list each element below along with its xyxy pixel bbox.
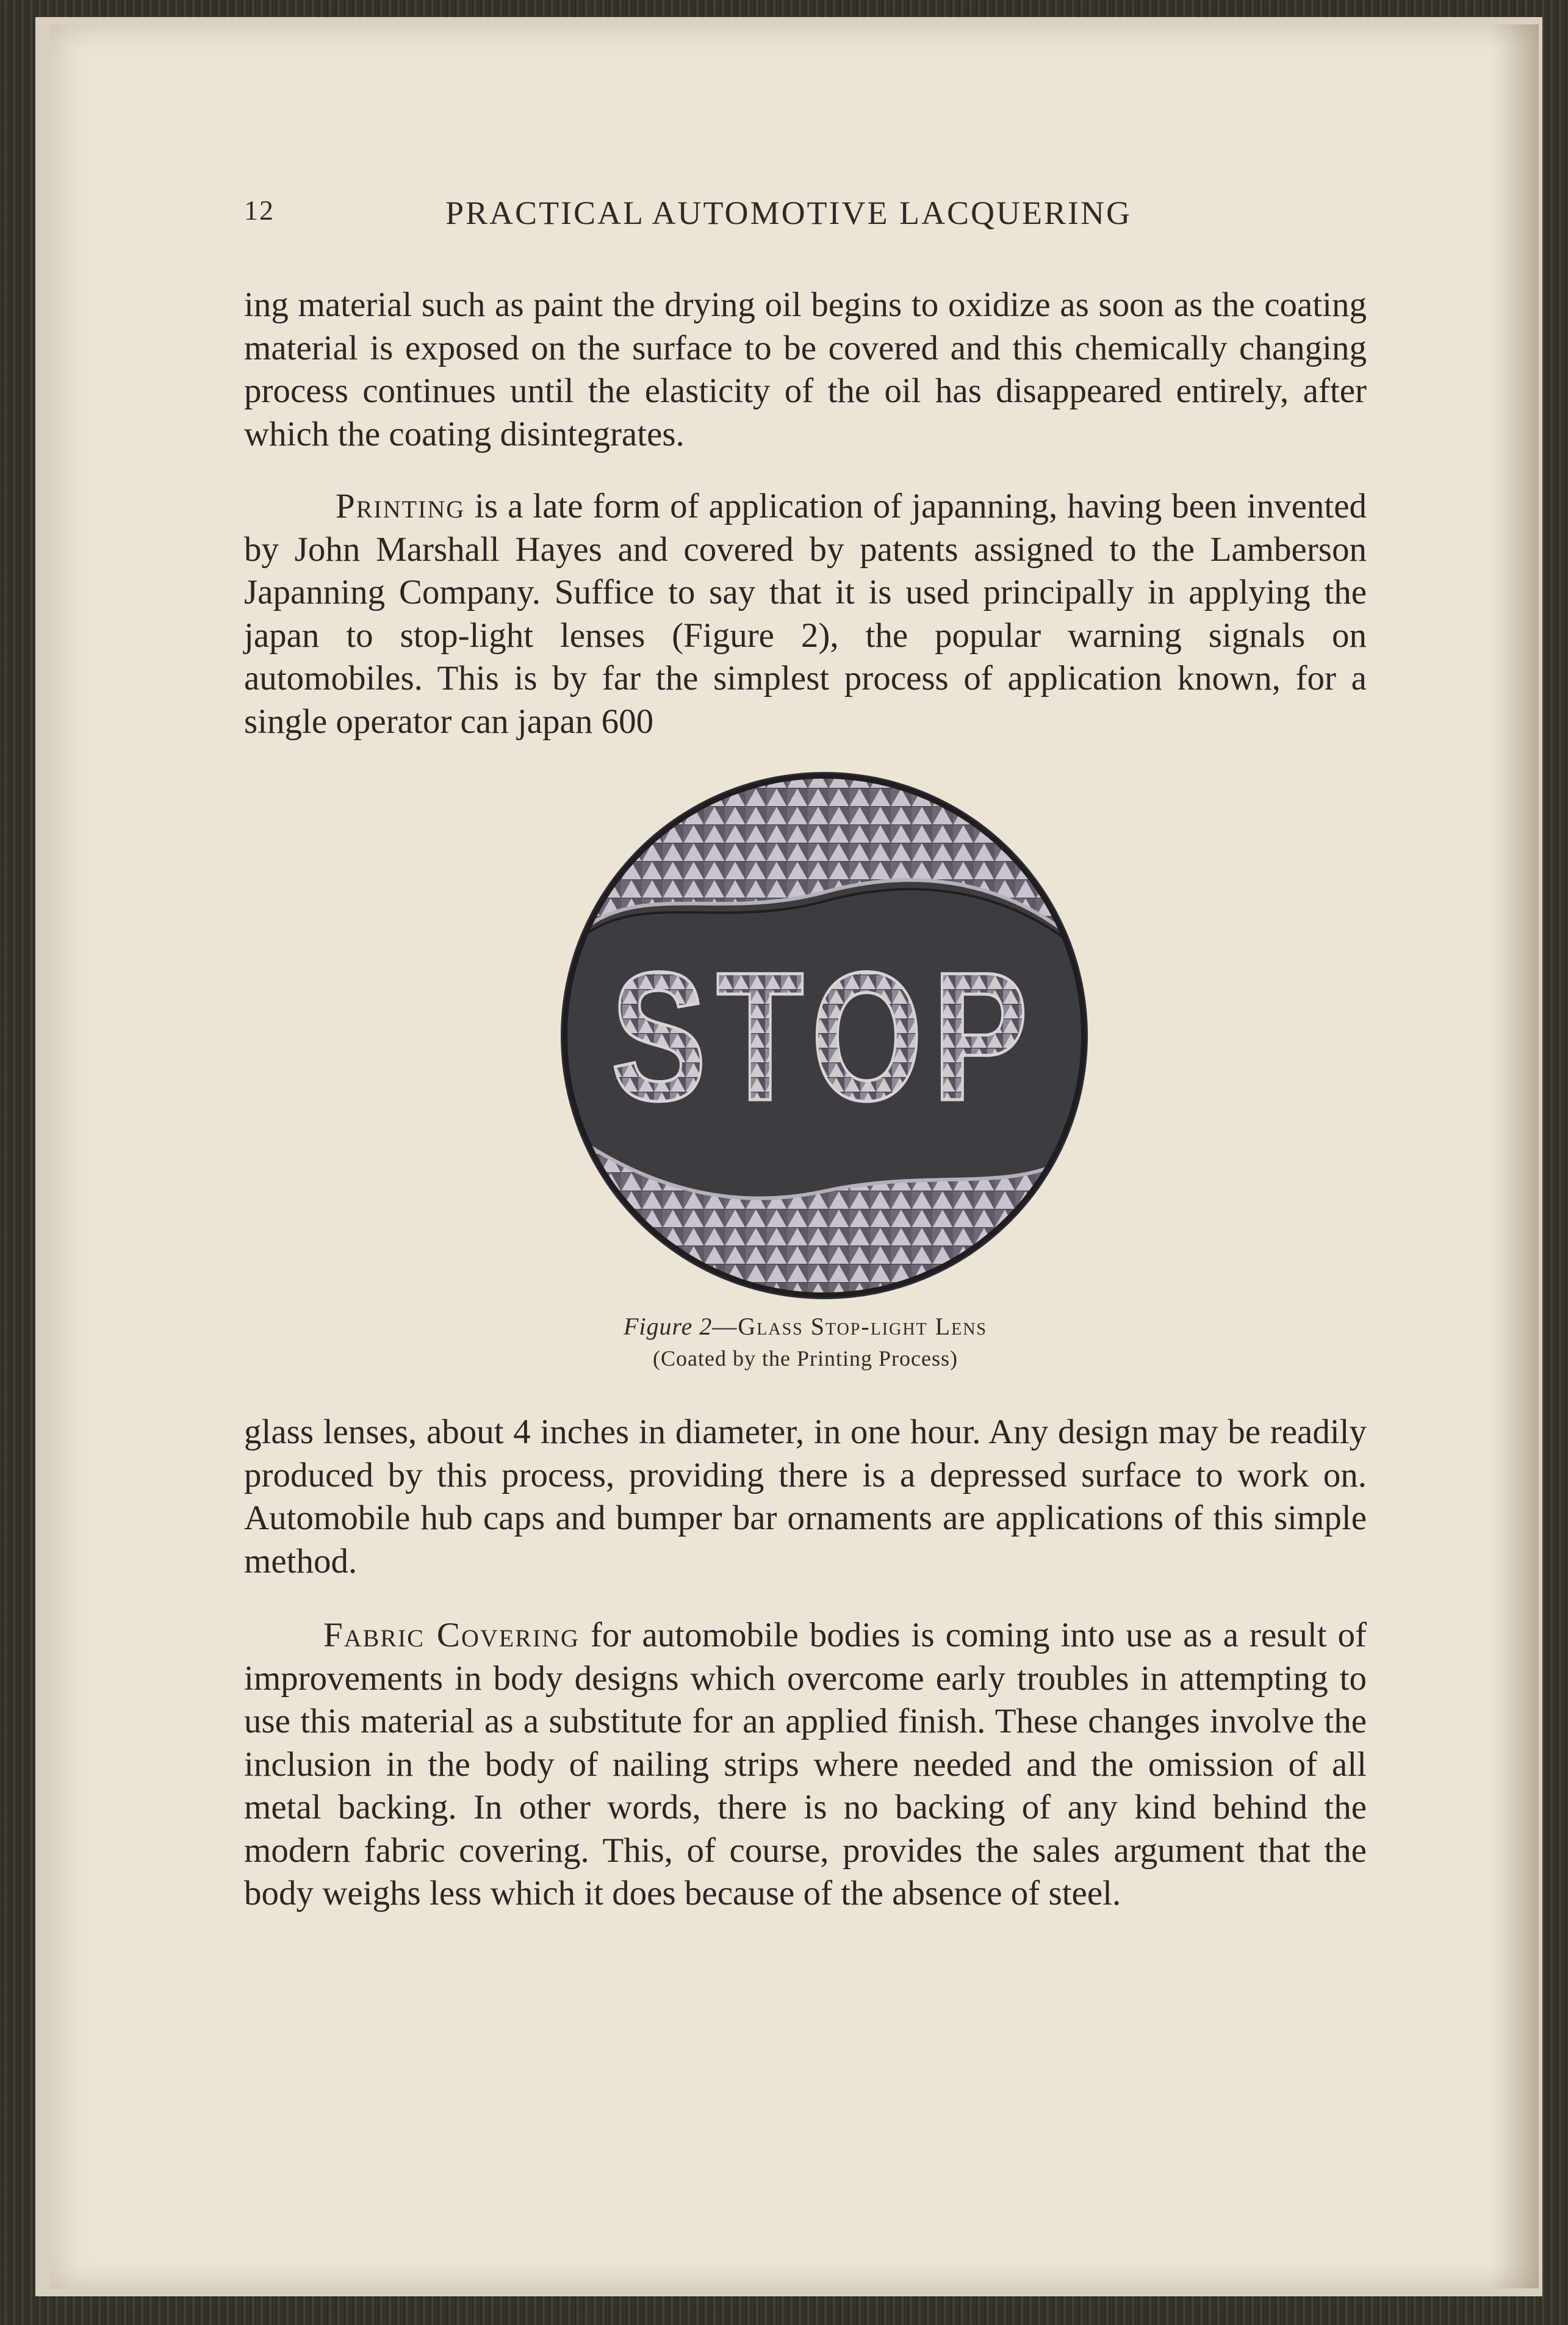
paragraph-4-text: for automobile bodies is coming into use as a result of improvements in body designs which overcome early troubles in attempting to use this material as a substitute for an applied finish. These changes involve the inclusion in the body of nailing strips where needed and the omission of all metal backing. In other words, there is no backing of any kind behind the modern fabric covering. This, of course, provides the sales argument that the body weighs less which it does because of the absence of steel. <box>244 1616 1367 1912</box>
figure-caption-label: Figure 2 <box>623 1313 713 1340</box>
paragraph-2-text: is a late form of application of japanning, having been invented by John Marshall Hayes and covered by patents assigned to the Lamberson Japanning Company. Suffice to say that it is used principally in applying the japan to stop-light lenses (Figure 2), the popular warning signals on automobiles. This is by far the simplest process of application known, for a single operator can japan 600 <box>244 487 1367 741</box>
page-number: 12 <box>244 195 275 226</box>
paragraph-4 <box>244 1614 1367 1916</box>
figure-caption-title: —Glass Stop-light Lens <box>712 1313 987 1340</box>
paragraph-4-lead: Fabric Covering <box>323 1616 580 1654</box>
paragraph-3 <box>244 1411 1367 1583</box>
figure-caption <box>244 1312 1367 1341</box>
gutter-shadow <box>1490 24 1539 2288</box>
paragraph-2-lead: Printing <box>336 487 466 525</box>
running-head <box>244 194 1367 243</box>
book-title: PRACTICAL AUTOMOTIVE LACQUERING <box>445 195 1132 231</box>
paragraph-2 <box>244 485 1367 743</box>
lens-stop-text: STOP <box>611 934 1038 1139</box>
figure-caption-subtitle: (Coated by the Printing Process) <box>653 1346 958 1371</box>
paragraph-1-text: ing material such as paint the drying oil begins to oxidize as soon as the coating material is exposed on the surface to be covered and this chemically changing process continues until the elasticity of the oil has disappeared entirely, after which the coating disintegrates. <box>244 286 1367 453</box>
paragraph-3-text: glass lenses, about 4 inches in diameter, in one hour. Any design may be readily produced by this process, providing there is a depressed surface to work on. Automobile hub caps and bumper bar ornaments are applications of this simple method. <box>244 1413 1367 1581</box>
paragraph-1 <box>244 284 1367 456</box>
stop-light-lens-figure <box>559 770 1090 1301</box>
